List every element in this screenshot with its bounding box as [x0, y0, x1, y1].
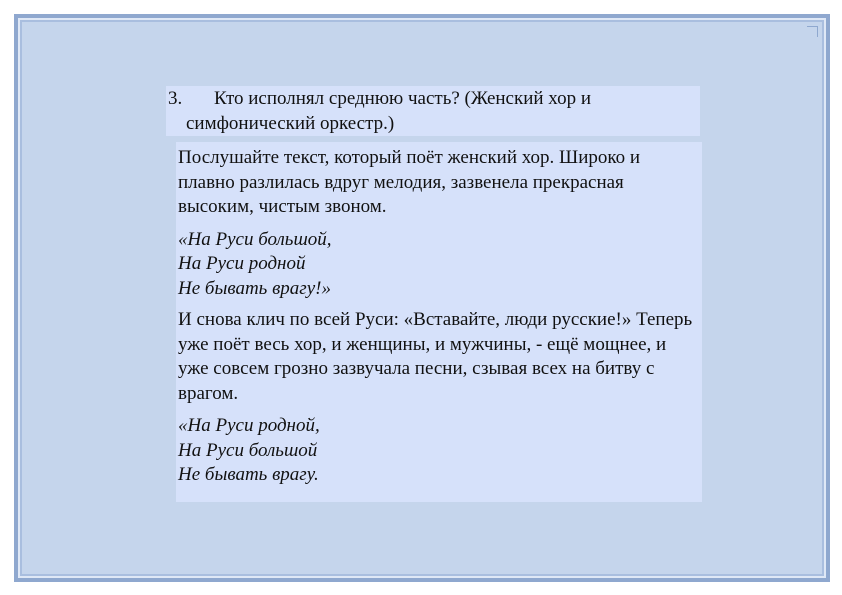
question-line-1 — [168, 87, 591, 111]
verse-1-line-3: Не бывать врагу!» — [178, 277, 331, 299]
question-number: 3. — [168, 88, 183, 109]
verse-2-line-3: Не бывать врагу. — [178, 464, 319, 485]
content-box — [176, 142, 702, 502]
paragraph-1: Послушайте текст, который поёт женский хор. Широко и плавно разлилась вдруг мелодия, зазвенела прекрасная высоким, чистым звоном. — [178, 147, 641, 217]
question-box — [166, 86, 700, 136]
verse-1-line-1: «На Руси большой, — [178, 228, 332, 250]
content-inner — [176, 142, 702, 488]
paragraph-2: И снова клич по всей Руси: «Вставайте, люди русские!» Теперь уже поёт весь хор, и женщины, и мужчины, - ещё мощнее, и уже совсем грозно зазвучала песни, сзывая всех на битву с врагом. — [178, 309, 693, 404]
verse-2-line-1: «На Руси родной, — [178, 415, 320, 436]
verse-1 — [178, 228, 700, 302]
frame-corner-decoration — [807, 26, 818, 37]
verse-2-line-2: На Руси большой — [178, 439, 318, 461]
question-text-line-2: симфонический оркестр.) — [186, 113, 395, 134]
verse-1-line-2: На Руси родной — [178, 253, 306, 274]
question-text-line-1: Кто исполнял среднюю часть? (Женский хор и — [214, 88, 591, 109]
verse-2 — [178, 414, 700, 488]
